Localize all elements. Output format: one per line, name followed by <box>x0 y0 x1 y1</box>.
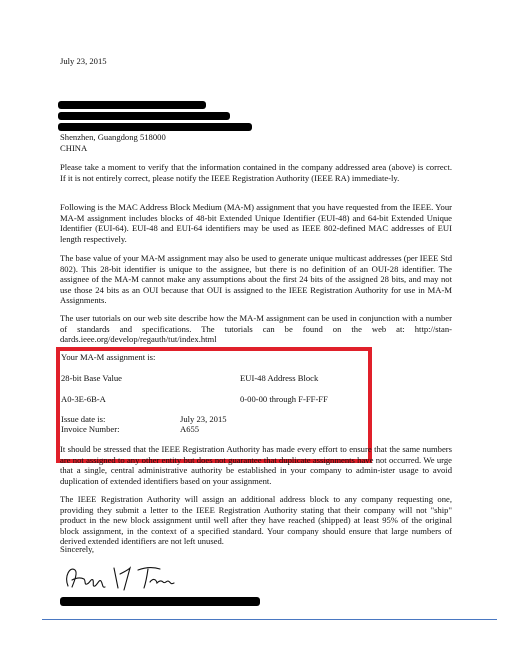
paragraph-tutorials: The user tutorials on our web site describe how the MA-M assignment can be used in conjunction with a number of standards and specifications. The tutorials can be found on the web at: http://stan-dards.ieee.org/develop/regauth/tut/index.html <box>60 313 452 345</box>
invoice-value: A655 <box>180 424 200 434</box>
paragraph-duplicates: It should be stressed that the IEEE Registration Authority has made every effort to ensure that the same numbers are not assigned to any other entity but does not guarantee that duplicate assignments have not occurred. We urge that a single, central administrative authority be established in your company to admin-ister usage to avoid duplication of extended identifiers based on your assignment. <box>60 444 452 486</box>
letter-date: July 23, 2015 <box>60 56 107 66</box>
invoice-label: Invoice Number: <box>61 424 120 434</box>
paragraph-base-value: The base value of your MA-M assignment may also be used to generate unique multicast addresses (per IEEE Std 802). This 28-bit identifier is unique to the assignee, but there is no definition of an OUI-28 identifier. The assignee of the MA-M cannot make any assumptions about the first 24 bits of the assigned 28 bits, and may not use those 24 bits as an OUI because that OUI is assigned to the IEEE Registration Authority for use in MA-M Assignments. <box>60 253 452 306</box>
paragraph-additional-block: The IEEE Registration Authority will assign an additional address block to any company requesting one, providing they submit a letter to the IEEE Registration Authority stating that their company will not "ship" product in the new block assignment until well after they have reached (shipped) at least 95% of the original block assignment, in the context of a specified standard. Your company should ensure that large numbers of derived extended identifiers are not left unused. <box>60 494 452 547</box>
address-block-range: 0-00-00 through F-FF-FF <box>240 394 328 404</box>
paragraph-verify: Please take a moment to verify that the information contained in the company addressed area (above) is correct. If it is not entirely correct, please notify the IEEE Registration Authority (IEEE RA) immediate-ly. <box>60 162 452 183</box>
address-country: CHINA <box>60 143 88 153</box>
footer-rule <box>42 619 497 620</box>
redacted-address-line-3 <box>58 123 252 131</box>
issue-date-label: Issue date is: <box>61 414 106 424</box>
base-value: A0-3E-6B-A <box>61 394 106 404</box>
address-city: Shenzhen, Guangdong 518000 <box>60 132 166 142</box>
address-block-header: EUI-48 Address Block <box>240 373 319 383</box>
redacted-signatory-line <box>60 597 260 606</box>
redacted-address-line-1 <box>58 101 206 109</box>
assignment-heading: Your MA-M assignment is: <box>61 352 156 362</box>
redacted-address-line-2 <box>58 112 230 120</box>
closing: Sincerely, <box>60 544 95 554</box>
base-value-header: 28-bit Base Value <box>61 373 122 383</box>
signature-image <box>62 560 182 596</box>
paragraph-assignment-intro: Following is the MAC Address Block Medium (MA-M) assignment that you have requested from the IEEE. Your MA-M assignment includes blocks of 48-bit Extended Unique Identifier (EUI-48) and 64-bit Extended Unique Identifier (EUI-64). EUI-48 and EUI-64 identifiers may be used as IEEE 802-defined MAC addresses of EUI length respectively. <box>60 202 452 244</box>
issue-date-value: July 23, 2015 <box>180 414 227 424</box>
